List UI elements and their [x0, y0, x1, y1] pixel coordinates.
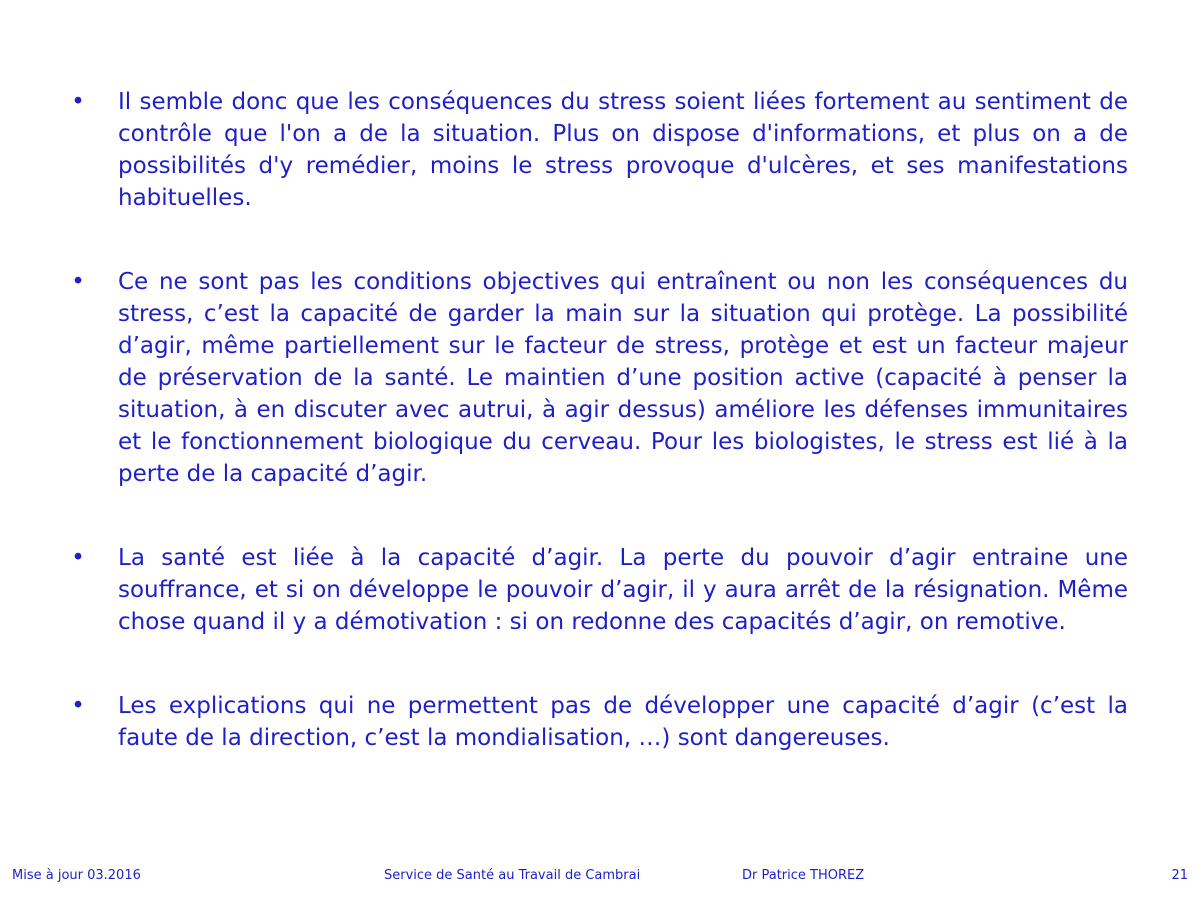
footer-service-name: Service de Santé au Travail de Cambrai — [384, 868, 641, 883]
footer-page-number: 21 — [1171, 868, 1188, 883]
bullet-item — [68, 266, 1128, 490]
slide-footer — [0, 868, 1200, 888]
bullet-text: Ce ne sont pas les conditions objectives qui entraînent ou non les conséquences du stress, c’est la capacité de garder la main sur la situation qui protège. La possibilité d’agir, même partiellement sur le facteur de stress, protège et est un facteur majeur de préservation de la santé. Le maintien d’une position active (capacité à penser la situation, à en discuter avec autrui, à agir dessus) améliore les défenses immunitaires et le fonctionnement biologique du cerveau. Pour les biologistes, le stress est lié à la perte de la capacité d’agir. — [118, 269, 1128, 487]
bullet-text: Il semble donc que les conséquences du stress soient liées fortement au sentiment de contrôle que l'on a de la situation. Plus on dispose d'informations, et plus on a de possibilités d'y remédier, moins le stress provoque d'ulcères, et ses manifestations habituelles. — [118, 89, 1128, 211]
bullet-marker: • — [71, 545, 85, 571]
bullet-item — [68, 86, 1128, 214]
slide-body — [68, 86, 1128, 754]
bullet-text: Les explications qui ne permettent pas de développer une capacité d’agir (c’est la faute de la direction, c’est la mondialisation, …) sont dangereuses. — [118, 693, 1128, 751]
bullet-item — [68, 542, 1128, 638]
footer-author: Dr Patrice THOREZ — [742, 868, 865, 883]
bullet-text: La santé est liée à la capacité d’agir. La perte du pouvoir d’agir entraine une souffrance, et si on développe le pouvoir d’agir, il y aura arrêt de la résignation. Même chose quand il y a démotivation : si on redonne des capacités d’agir, on remotive. — [118, 545, 1128, 635]
bullet-marker: • — [71, 693, 85, 719]
footer-update-date: Mise à jour 03.2016 — [12, 868, 141, 883]
bullet-item — [68, 690, 1128, 754]
bullet-marker: • — [71, 269, 85, 295]
bullet-marker: • — [71, 89, 85, 115]
